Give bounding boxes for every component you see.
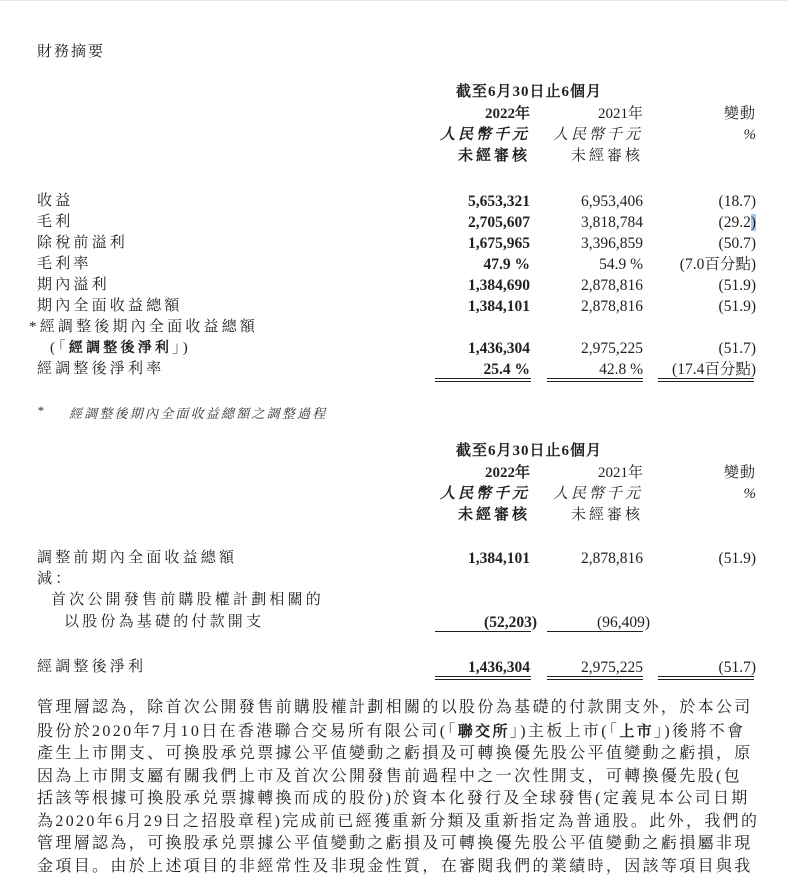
- row-label: 期內全面收益總額: [37, 298, 183, 314]
- value-change: (7.0百分點): [679, 256, 756, 273]
- value-2022: 47.9 %: [483, 256, 530, 273]
- single-underline: [547, 631, 643, 632]
- value-change: (51.9): [718, 550, 756, 567]
- value-change: (17.4百分點): [672, 361, 756, 378]
- value-change: [719, 212, 756, 233]
- row-label-line1: *經調整後期內全面收益總額: [29, 319, 259, 335]
- value-change: (51.7): [718, 659, 756, 676]
- col-2021-unit: 人民幣千元: [552, 127, 643, 143]
- value-2022: 1,436,304: [468, 659, 530, 676]
- value-2021: 3,396,859: [581, 235, 643, 252]
- paragraph-line: 為2020年6月29日之招股章程)完成前已經獲重新分類及重新指定為普通股。此外，我們的: [37, 812, 760, 830]
- col-2022-audit: 未經審核: [457, 507, 530, 523]
- double-underline: [435, 378, 531, 382]
- footnote-marker: *: [37, 403, 46, 418]
- value-2022: 1,436,304: [468, 340, 530, 357]
- value-2021: 6,953,406: [581, 193, 643, 210]
- value-change: (51.9): [718, 277, 756, 294]
- row-label-line2: (「經調整後淨利」): [50, 340, 192, 356]
- value-change: (50.7): [718, 235, 756, 252]
- value-2021: 54.9 %: [599, 256, 643, 273]
- row-label: 經調整後淨利: [37, 659, 147, 675]
- single-underline: [435, 631, 531, 632]
- period-header: 截至6月30日止6個月: [456, 443, 603, 459]
- value-2022: 2,705,607: [468, 214, 530, 231]
- value-2021: 3,818,784: [581, 214, 643, 231]
- paragraph-line: 產生上市開支、可換股承兑票據公平值變動之虧損及可轉換優先股公平值變動之虧損，原: [37, 745, 753, 762]
- col-change-unit: %: [743, 486, 756, 502]
- paragraph-line: 管理層認為，除首次公開發售前購股權計劃相關的以股份為基礎的付款開支外，於本公司: [37, 699, 753, 716]
- col-2021-year: 2021年: [597, 106, 643, 122]
- col-change-label: 變動: [723, 106, 756, 122]
- change-text: (29.2: [718, 214, 751, 231]
- defined-term: 上市: [619, 721, 655, 740]
- value-2022: 5,653,321: [468, 193, 530, 210]
- double-underline: [547, 378, 643, 382]
- value-2022: 1,384,101: [468, 298, 530, 315]
- paragraph-line: 因為上市開支屬有關我們上市及首次公開發售前過程中之一次性開支，可轉換優先股(包: [37, 767, 742, 785]
- value-change: (18.7): [718, 193, 756, 210]
- paragraph-line: 金項目。由於上述項目的非經常性及非現金性質，在審閱我們的業績時，因該等項目與我: [37, 857, 753, 875]
- value-2021: 2,878,816: [581, 550, 643, 567]
- col-2022-year: 2022年: [484, 106, 530, 122]
- col-2021-year: 2021年: [597, 465, 643, 481]
- paragraph-line: 管理層認為，可換股承兑票據公平值變動之虧損及可轉換優先股公平值變動之虧損屬非現: [37, 835, 753, 852]
- value-2022: 25.4 %: [483, 361, 530, 378]
- col-2021-audit: 未經審核: [570, 507, 643, 523]
- row-label: 減：: [37, 571, 74, 587]
- double-underline: [658, 378, 754, 382]
- double-underline: [547, 676, 643, 680]
- value-2022: 1,384,101: [468, 550, 530, 567]
- paragraph-line: 股份於2020年7月10日在香港聯合交易所有限公司(「聯交所」)主板上市(「上市」)後將不會: [37, 721, 746, 740]
- defined-term: 聯交所: [457, 721, 510, 740]
- value-2022: (52,203): [484, 614, 537, 631]
- row-label: 收益: [37, 193, 74, 209]
- double-underline: [435, 676, 531, 680]
- management-commentary-paragraph: [37, 697, 760, 878]
- value-2021: 2,878,816: [581, 298, 643, 315]
- value-change: (51.7): [718, 340, 756, 357]
- row-label: 調整前期內全面收益總額: [37, 550, 238, 566]
- value-2021: 2,878,816: [581, 277, 643, 294]
- value-2021: 2,975,225: [581, 659, 643, 676]
- col-2022-year: 2022年: [484, 465, 530, 481]
- row-label: 毛利率: [37, 256, 92, 272]
- footnote-text: 經調整後期內全面收益總額之調整過程: [69, 406, 328, 421]
- col-2022-unit: 人民幣千元: [439, 127, 530, 143]
- col-change-label: 變動: [723, 465, 756, 481]
- col-change-unit: %: [743, 127, 756, 143]
- paragraph-line: 括該等根據可換股承兑票據轉換而成的股份)於資本化發行及全球發售(定義見本公司日期: [37, 790, 750, 807]
- row-label-line1: 首次公開發售前購股權計劃相關的: [51, 592, 325, 608]
- value-2021: 42.8 %: [599, 361, 643, 378]
- row-label: 除稅前溢利: [37, 235, 129, 251]
- text-selection-highlight[interactable]: ): [750, 214, 756, 231]
- value-2022: 1,384,690: [468, 277, 530, 294]
- value-change: (51.9): [718, 298, 756, 315]
- row-label: 毛利: [37, 214, 74, 230]
- double-underline: [658, 676, 754, 680]
- col-2022-unit: 人民幣千元: [439, 486, 530, 502]
- col-2021-unit: 人民幣千元: [552, 486, 643, 502]
- value-2021: 2,975,225: [581, 340, 643, 357]
- page-top-border: [0, 0, 787, 1]
- col-2022-audit: 未經審核: [457, 148, 530, 164]
- value-2022: 1,675,965: [468, 235, 530, 252]
- row-label: 期內溢利: [37, 277, 110, 293]
- col-2021-audit: 未經審核: [570, 148, 643, 164]
- row-label-line2: 以股份為基礎的付款開支: [64, 614, 265, 630]
- period-header: 截至6月30日止6個月: [456, 84, 603, 100]
- defined-term: 經調整後淨利: [68, 340, 173, 356]
- value-2021: (96,409): [597, 614, 650, 631]
- section-title: 財務摘要: [37, 42, 106, 60]
- row-label: 經調整後淨利率: [37, 361, 165, 377]
